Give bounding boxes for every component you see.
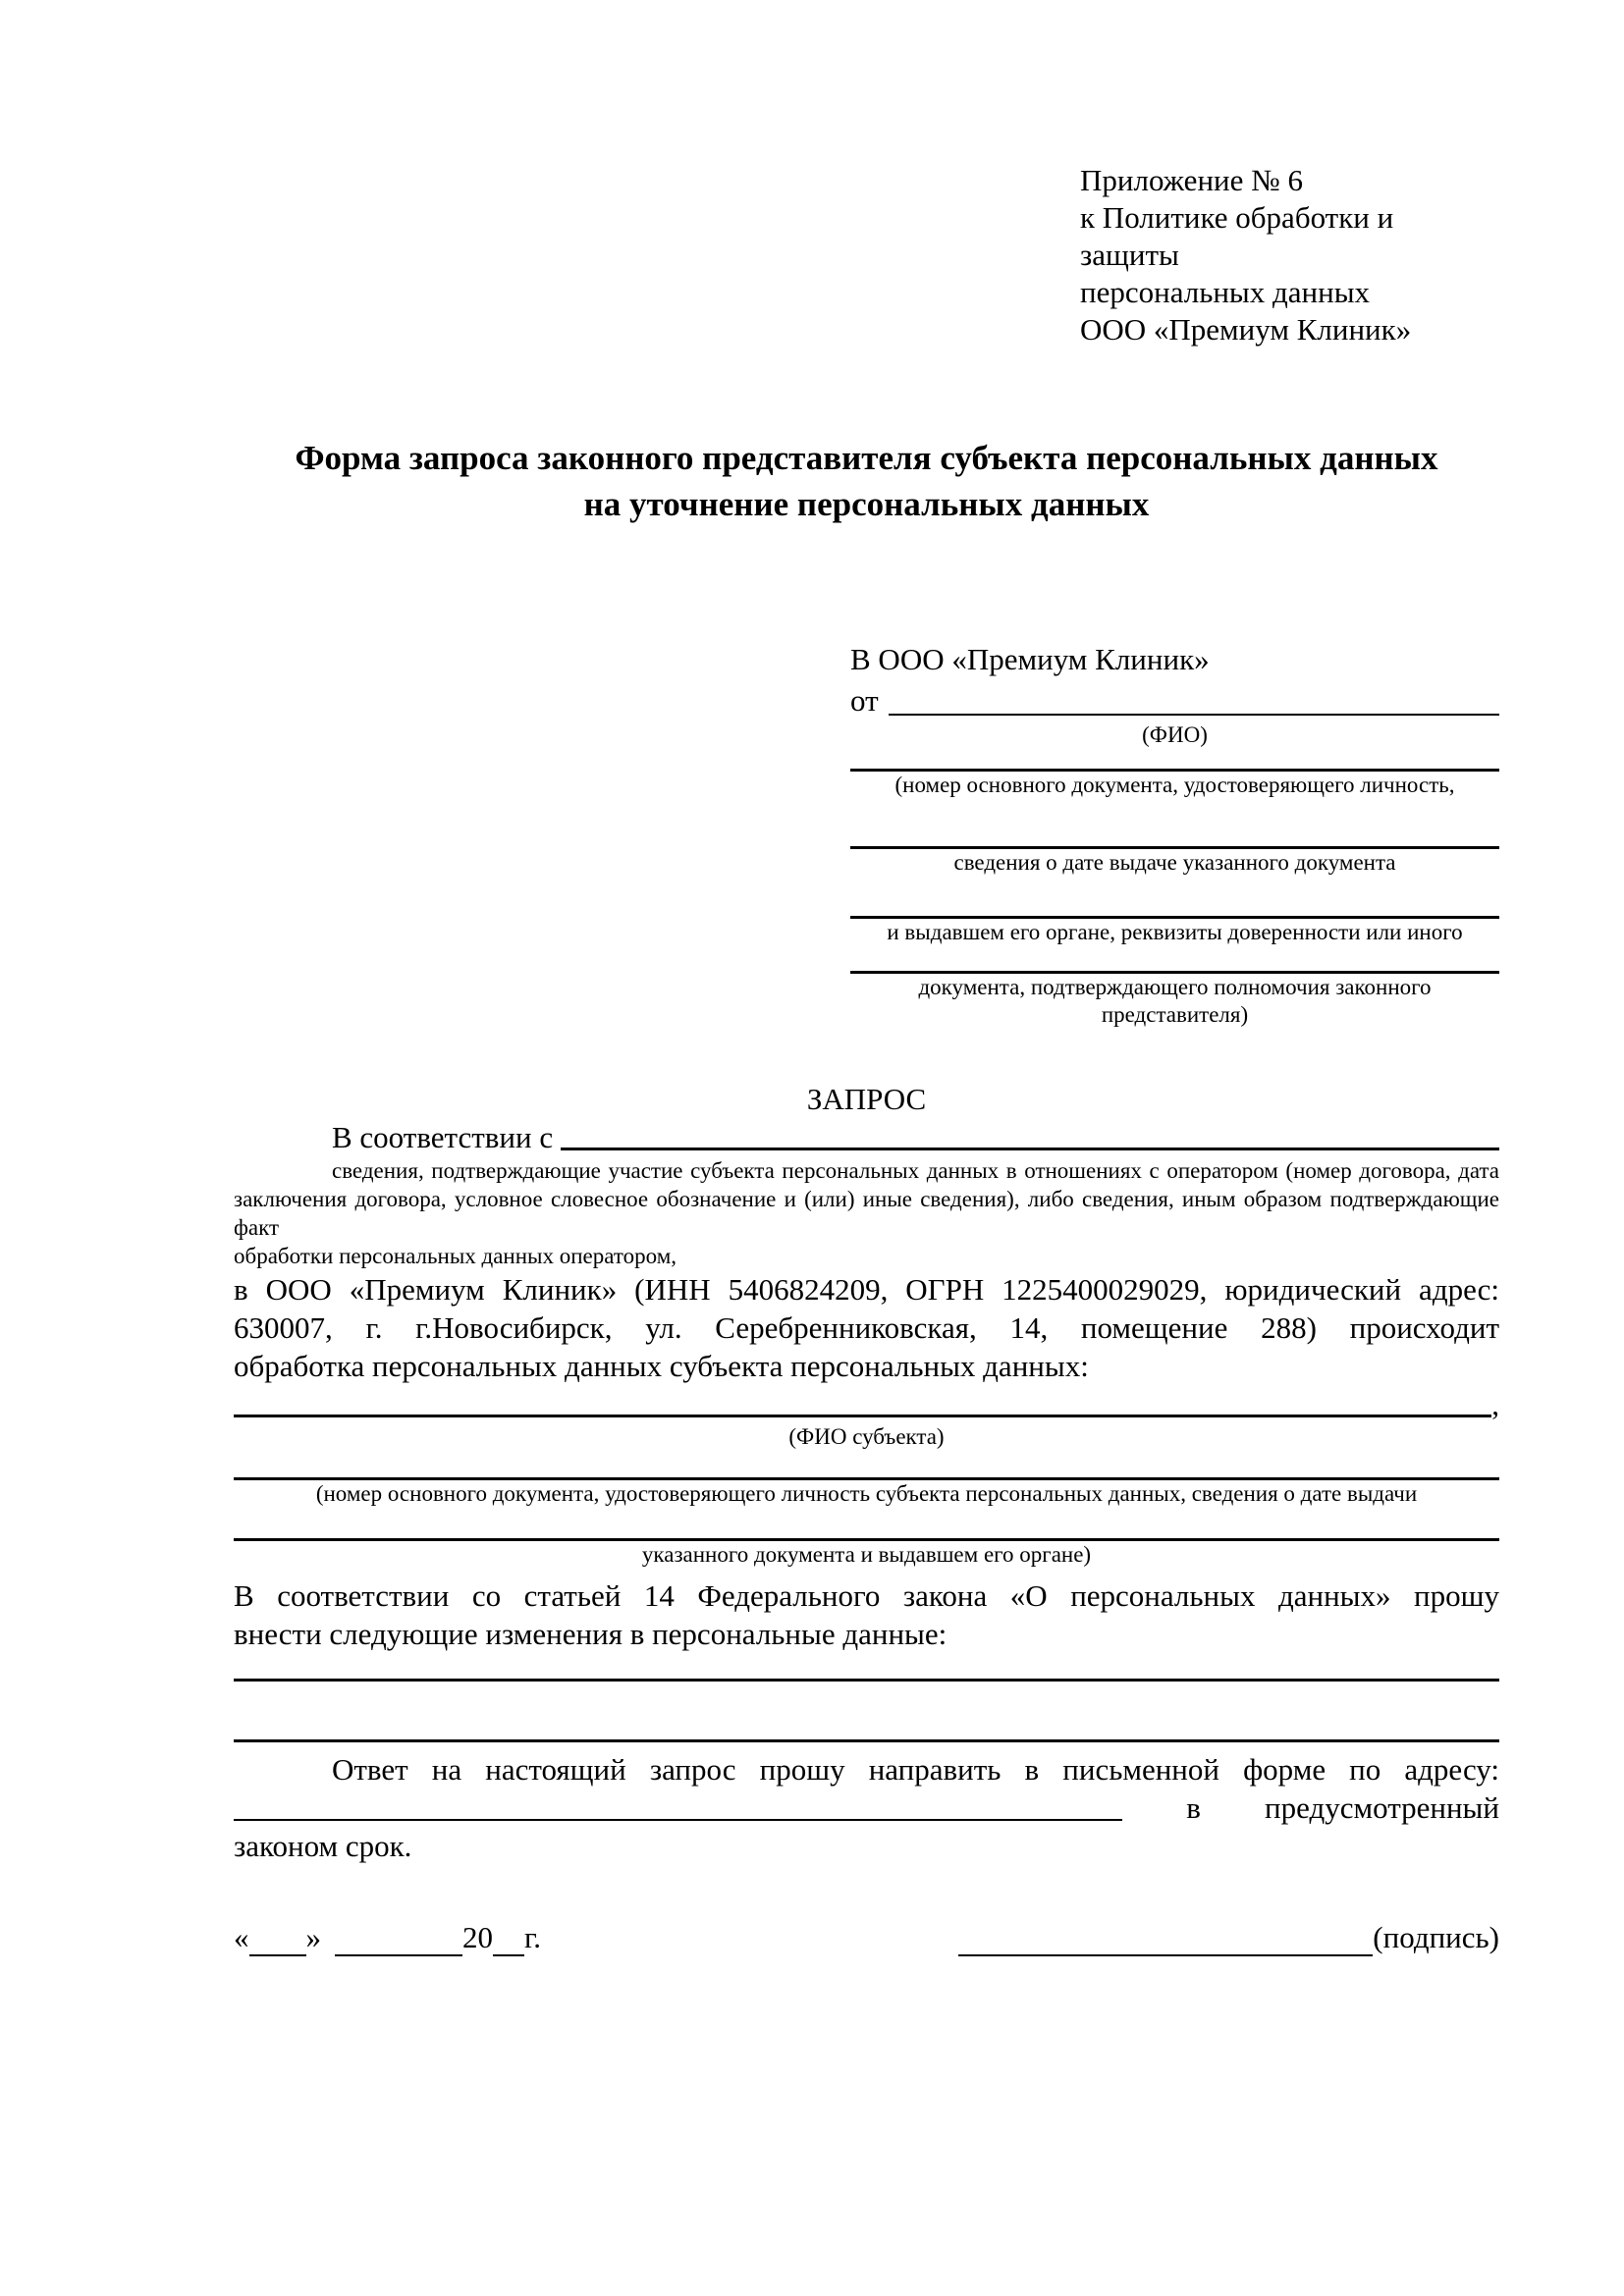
blank-line bbox=[234, 1682, 1499, 1742]
footnote-line: заключения договора, условное словесное обозначение и (или) иные сведения), либо сведения, иным образом подтверждающие факт bbox=[234, 1187, 1499, 1240]
footnote-line: обработки персональных данных оператором, bbox=[234, 1244, 677, 1268]
signature-group bbox=[958, 1918, 1499, 1956]
answer-paragraph bbox=[234, 1750, 1499, 1865]
form-title bbox=[234, 435, 1499, 527]
subject-fio-blank-line bbox=[234, 1385, 1491, 1417]
request-heading: ЗАПРОС bbox=[806, 1082, 927, 1116]
appendix-note bbox=[1080, 162, 1499, 348]
appendix-line: персональных данных bbox=[1080, 275, 1371, 309]
blank-caption: документа, подтверждающего полномочия законного представителя) bbox=[918, 975, 1432, 1027]
date-open-quote: « bbox=[234, 1920, 249, 1954]
footnote-line: сведения, подтверждающие участие субъекта персональных данных в отношениях с оператором (номер договора, дата bbox=[332, 1158, 1499, 1183]
fio-caption: (ФИО) bbox=[1142, 722, 1208, 747]
article-paragraph bbox=[234, 1576, 1499, 1653]
date-year-suffix: г. bbox=[524, 1920, 541, 1954]
blank-line bbox=[234, 1653, 1499, 1682]
date-signature-row bbox=[234, 1917, 1499, 1956]
footnote-paragraph bbox=[234, 1156, 1499, 1270]
date-year-prefix: 20 bbox=[462, 1920, 493, 1954]
accordance-blank-line bbox=[561, 1118, 1499, 1150]
subject-fio-row bbox=[234, 1385, 1499, 1423]
answer-blank-line bbox=[234, 1789, 1122, 1821]
subject-doc-caption: (номер основного документа, удостоверяющего личность субъекта персональных данных, сведения о дате выдачи bbox=[315, 1481, 1418, 1506]
answer-mid-word: в bbox=[1186, 1790, 1201, 1825]
answer-tail: законом срок. bbox=[234, 1829, 412, 1863]
from-blank-line bbox=[889, 680, 1499, 716]
blank-line bbox=[234, 1508, 1499, 1541]
addressee-to: В ООО «Премиум Клиник» bbox=[850, 642, 1210, 676]
blank-caption: сведения о дате выдаче указанного документа bbox=[953, 850, 1396, 875]
date-year-blank bbox=[493, 1924, 524, 1956]
accordance-row bbox=[234, 1118, 1499, 1156]
form-title-line1: Форма запроса законного представителя субъекта персональных данных bbox=[295, 439, 1438, 477]
blank-caption: и выдавшем его органе, реквизиты доверенности или иного bbox=[887, 920, 1463, 944]
subject-fio-caption: (ФИО субъекта) bbox=[788, 1424, 945, 1449]
signature-caption: (подпись) bbox=[1373, 1920, 1499, 1954]
addressee-from-row bbox=[850, 680, 1499, 721]
form-title-line2: на уточнение персональных данных bbox=[583, 485, 1150, 523]
date-close-quote: » bbox=[305, 1920, 321, 1954]
blank-line bbox=[850, 946, 1499, 974]
operator-paragraph bbox=[234, 1270, 1499, 1385]
answer-line1: Ответ на настоящий запрос прошу направить в письменной форме по адресу: bbox=[332, 1752, 1499, 1787]
answer-last-word: предусмотренный bbox=[1265, 1790, 1499, 1825]
subject-fio-comma: , bbox=[1491, 1387, 1499, 1421]
date-day-blank bbox=[249, 1924, 306, 1956]
operator-line: в ООО «Премиум Клиник» (ИНН 5406824209, ОГРН 1225400029029, юридический адрес: bbox=[234, 1272, 1499, 1307]
article-line: В соответствии со статьей 14 Федерального закона «О персональных данных» прошу bbox=[234, 1578, 1499, 1613]
blank-caption: (номер основного документа, удостоверяющего личность, bbox=[894, 773, 1455, 797]
addressee-block bbox=[850, 639, 1499, 1029]
blank-line bbox=[234, 1451, 1499, 1480]
blank-line bbox=[850, 877, 1499, 919]
operator-line: обработка персональных данных субъекта персональных данных: bbox=[234, 1349, 1089, 1383]
appendix-line: Приложение № 6 bbox=[1080, 163, 1303, 197]
signature-blank-line bbox=[958, 1924, 1373, 1956]
accordance-label: В соответствии с bbox=[332, 1120, 554, 1154]
operator-line: 630007, г. г.Новосибирск, ул. Серебренниковская, 14, помещение 288) происходит bbox=[234, 1310, 1499, 1345]
from-label: от bbox=[850, 683, 879, 718]
blank-line bbox=[850, 749, 1499, 772]
article-line: внести следующие изменения в персональные данные: bbox=[234, 1617, 947, 1651]
appendix-line: к Политике обработки и защиты bbox=[1080, 200, 1394, 272]
appendix-line: ООО «Премиум Клиник» bbox=[1080, 312, 1412, 347]
blank-line bbox=[850, 799, 1499, 849]
date-month-blank bbox=[335, 1924, 462, 1956]
answer-address-row bbox=[234, 1789, 1499, 1827]
subject-doc-caption: указанного документа и выдавшем его органе) bbox=[641, 1542, 1092, 1567]
